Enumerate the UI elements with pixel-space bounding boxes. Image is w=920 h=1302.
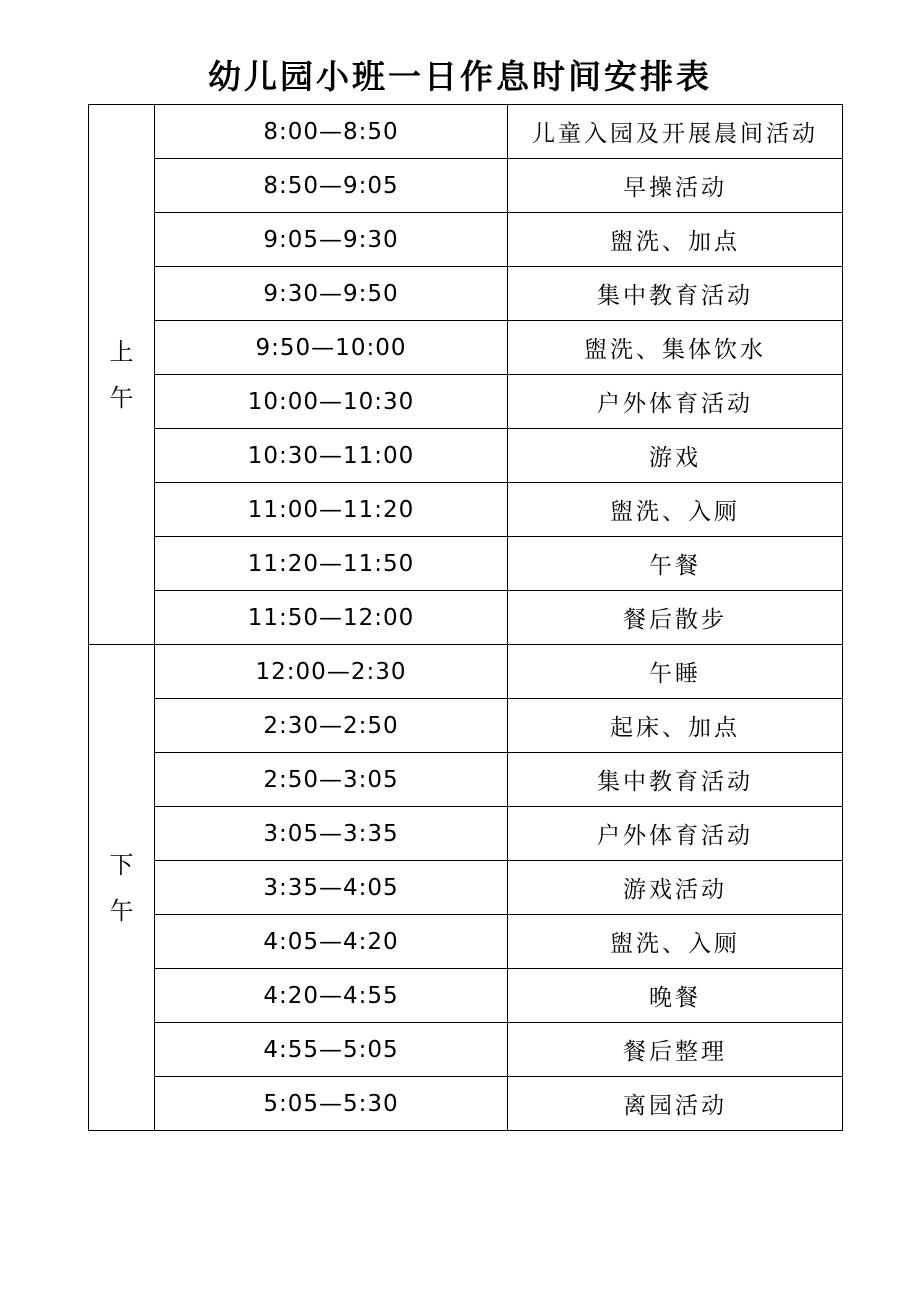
schedule-table bbox=[88, 104, 843, 1131]
period-char: 上 bbox=[109, 337, 134, 366]
table-row bbox=[89, 861, 843, 915]
period-afternoon bbox=[89, 645, 155, 1131]
activity-cell: 集中教育活动 bbox=[508, 753, 843, 807]
table-row bbox=[89, 267, 843, 321]
activity-cell: 餐后散步 bbox=[508, 591, 843, 645]
table-row bbox=[89, 807, 843, 861]
period-char: 下 bbox=[109, 850, 134, 879]
activity-cell: 盥洗、入厕 bbox=[508, 915, 843, 969]
activity-cell: 儿童入园及开展晨间活动 bbox=[508, 105, 843, 159]
activity-cell: 户外体育活动 bbox=[508, 375, 843, 429]
time-cell: 4:20—4:55 bbox=[155, 969, 508, 1023]
activity-cell: 户外体育活动 bbox=[508, 807, 843, 861]
page-title: 幼儿园小班一日作息时间安排表 bbox=[208, 57, 712, 96]
activity-cell: 餐后整理 bbox=[508, 1023, 843, 1077]
activity-cell: 盥洗、加点 bbox=[508, 213, 843, 267]
time-cell: 8:50—9:05 bbox=[155, 159, 508, 213]
activity-cell: 盥洗、入厕 bbox=[508, 483, 843, 537]
time-cell: 4:05—4:20 bbox=[155, 915, 508, 969]
period-morning bbox=[89, 105, 155, 645]
time-cell: 9:30—9:50 bbox=[155, 267, 508, 321]
activity-cell: 游戏活动 bbox=[508, 861, 843, 915]
time-cell: 3:35—4:05 bbox=[155, 861, 508, 915]
table-row bbox=[89, 969, 843, 1023]
time-cell: 2:30—2:50 bbox=[155, 699, 508, 753]
table-row bbox=[89, 537, 843, 591]
table-row bbox=[89, 1023, 843, 1077]
activity-cell: 午睡 bbox=[508, 645, 843, 699]
table-row bbox=[89, 699, 843, 753]
table-row bbox=[89, 105, 843, 159]
time-cell: 9:50—10:00 bbox=[155, 321, 508, 375]
time-cell: 12:00—2:30 bbox=[155, 645, 508, 699]
activity-cell: 游戏 bbox=[508, 429, 843, 483]
activity-cell: 晚餐 bbox=[508, 969, 843, 1023]
time-cell: 4:55—5:05 bbox=[155, 1023, 508, 1077]
time-cell: 2:50—3:05 bbox=[155, 753, 508, 807]
activity-cell: 午餐 bbox=[508, 537, 843, 591]
period-char: 午 bbox=[109, 383, 134, 412]
activity-cell: 盥洗、集体饮水 bbox=[508, 321, 843, 375]
time-cell: 8:00—8:50 bbox=[155, 105, 508, 159]
table-row bbox=[89, 1077, 843, 1131]
table-row bbox=[89, 429, 843, 483]
period-char: 午 bbox=[109, 896, 134, 925]
time-cell: 5:05—5:30 bbox=[155, 1077, 508, 1131]
table-row bbox=[89, 753, 843, 807]
activity-cell: 起床、加点 bbox=[508, 699, 843, 753]
table-row bbox=[89, 321, 843, 375]
time-cell: 11:50—12:00 bbox=[155, 591, 508, 645]
activity-cell: 离园活动 bbox=[508, 1077, 843, 1131]
time-cell: 11:20—11:50 bbox=[155, 537, 508, 591]
table-row bbox=[89, 915, 843, 969]
time-cell: 9:05—9:30 bbox=[155, 213, 508, 267]
time-cell: 10:00—10:30 bbox=[155, 375, 508, 429]
table-row bbox=[89, 645, 843, 699]
time-cell: 11:00—11:20 bbox=[155, 483, 508, 537]
activity-cell: 集中教育活动 bbox=[508, 267, 843, 321]
table-row bbox=[89, 375, 843, 429]
table-row bbox=[89, 483, 843, 537]
table-row bbox=[89, 591, 843, 645]
time-cell: 3:05—3:35 bbox=[155, 807, 508, 861]
table-row bbox=[89, 159, 843, 213]
activity-cell: 早操活动 bbox=[508, 159, 843, 213]
table-row bbox=[89, 213, 843, 267]
time-cell: 10:30—11:00 bbox=[155, 429, 508, 483]
